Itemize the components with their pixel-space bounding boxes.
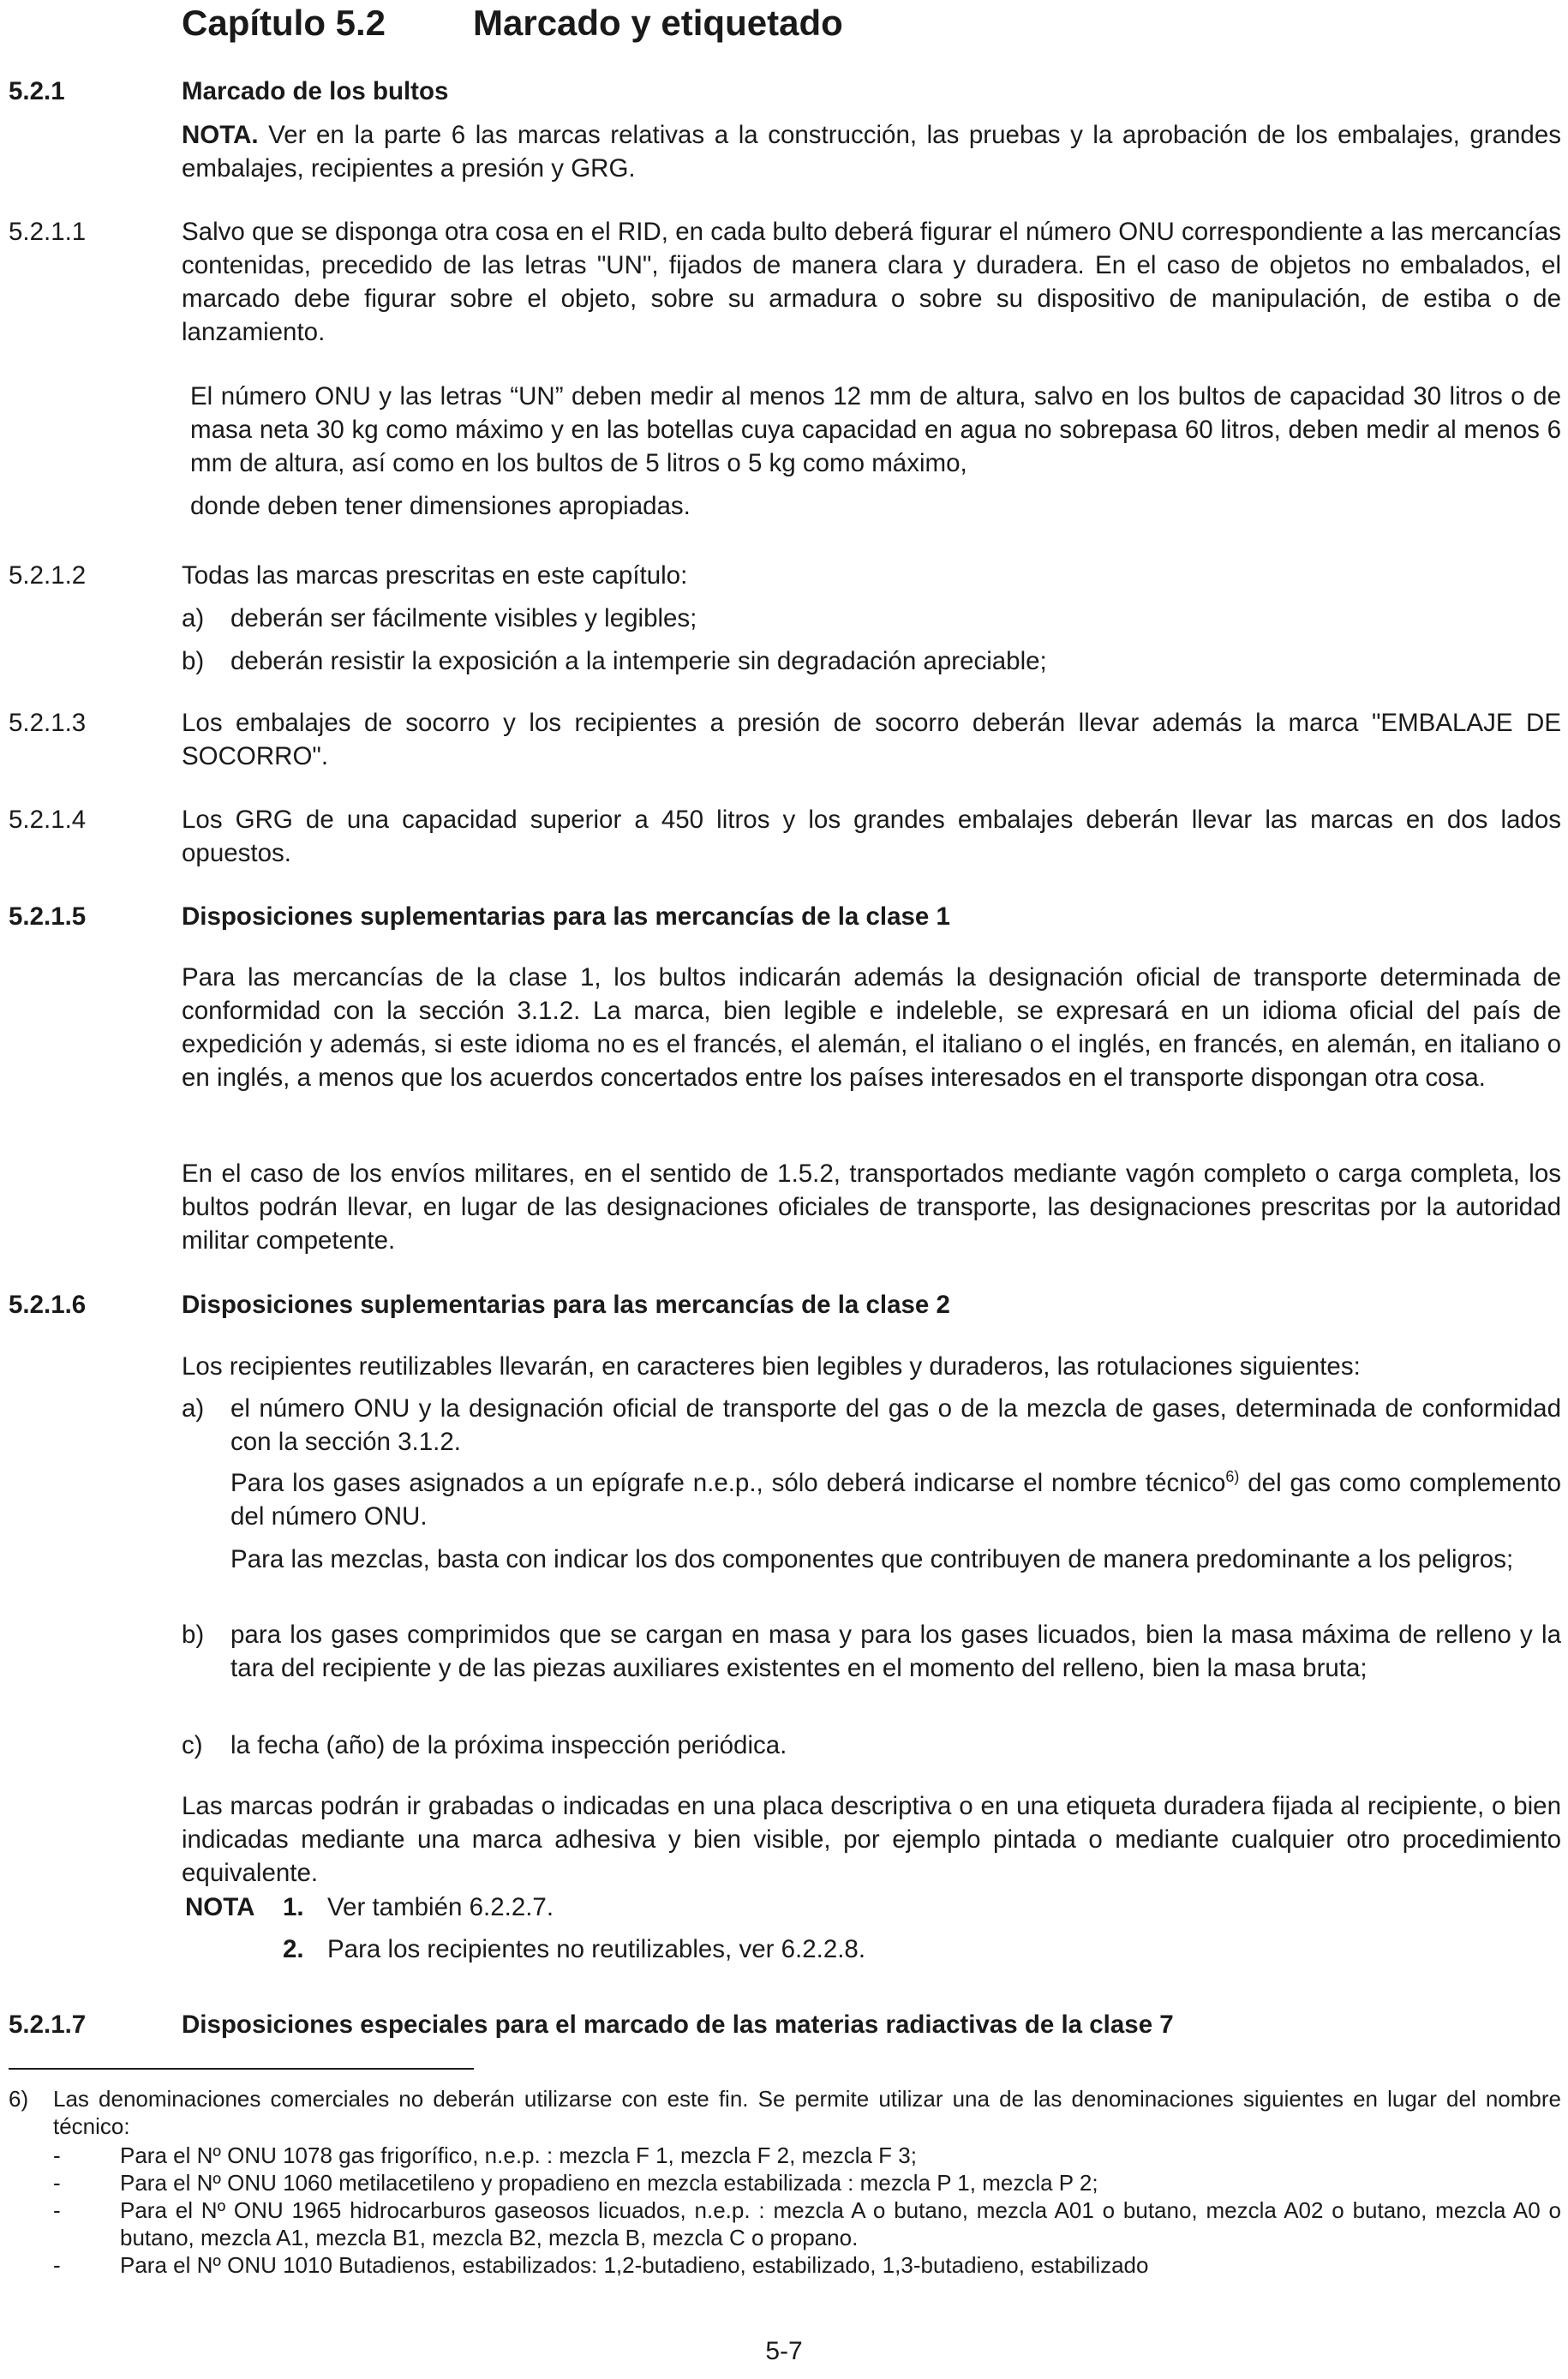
paragraph: Los GRG de una capacidad superior a 450 litros y los grandes embalajes deberán llevar las marcas en dos lados opuestos.	[182, 806, 1561, 867]
text-span: Para los gases asignados a un epígrafe n.e.p., sólo deberá indicarse el nombre técnico	[230, 1469, 1226, 1497]
list-text: deberán ser fácilmente visibles y legibles;	[230, 604, 697, 632]
section-heading: Disposiciones suplementarias para las mercancías de la clase 2	[182, 1291, 950, 1319]
section-number: 5.2.1.3	[9, 709, 87, 737]
paragraph: Las marcas podrán ir grabadas o indicadas en una placa descriptiva o en una etiqueta duradera fijada al recipiente, o bien indicadas mediante una marca adhesiva y bien visible, por ejemplo pintada o mediante cualquier otro procedimiento equivalente.	[182, 1792, 1561, 1887]
note-text: Para los recipientes no reutilizables, ver 6.2.2.8.	[327, 1935, 866, 1963]
section-number: 5.2.1.5	[9, 902, 87, 931]
section-number: 5.2.1.4	[9, 806, 87, 834]
paragraph: Para las mezclas, basta con indicar los dos componentes que contribuyen de manera predominante a los peligros;	[230, 1545, 1514, 1573]
note-label: NOTA.	[182, 121, 259, 149]
list-label: c)	[182, 1731, 203, 1759]
section-number: 5.2.1.6	[9, 1291, 87, 1319]
footnote-dash: -	[53, 2197, 61, 2223]
list-item	[182, 1729, 1561, 1762]
list-item	[182, 644, 1561, 678]
paragraph: El número ONU y las letras “UN” deben medir al menos 12 mm de altura, salvo en los bultos de capacidad 30 litros o de masa neta 30 kg como máximo y en las botellas cuya capacidad en agua no sobrepasa 60 litros, deben medir al menos 6 mm de altura, así como en los bultos de 5 litros o 5 kg como máximo,	[190, 382, 1561, 477]
list-label: a)	[182, 604, 205, 632]
footnote-item: Para el Nº ONU 1010 Butadienos, estabilizados: 1,2-butadieno, estabilizado, 1,3-butadieno, estabilizado	[120, 2252, 1149, 2278]
paragraph: Todas las marcas prescritas en este capítulo:	[182, 561, 688, 590]
paragraph: Los embalajes de socorro y los recipientes a presión de socorro deberán llevar además la marca "EMBALAJE DE SOCORRO".	[182, 709, 1561, 770]
list-text: la fecha (año) de la próxima inspección periódica.	[230, 1731, 787, 1759]
paragraph: Salvo que se disponga otra cosa en el RID, en cada bulto deberá figurar el número ONU correspondiente a las mercancías contenidas, precedido de las letras "UN", fijados de manera clara y duradera. En el caso de objetos no embalados, el marcado debe figurar sobre el objeto, sobre su armadura o sobre su dispositivo de manipulación, de estiba o de lanzamiento.	[182, 218, 1561, 346]
section-number: 5.2.1.2	[9, 561, 87, 590]
list-item	[182, 1392, 1561, 1459]
list-label: b)	[182, 1621, 205, 1649]
note-number: 1.	[283, 1893, 304, 1921]
footnote-dash: -	[53, 2252, 61, 2278]
paragraph	[230, 1466, 1561, 1533]
footnote-mark: 6)	[9, 2086, 29, 2112]
footnote-item: Para el Nº ONU 1060 metilacetileno y propadieno en mezcla estabilizada : mezcla P 1, mezcla P 2;	[120, 2170, 1098, 2196]
footnote-dash: -	[53, 2142, 61, 2168]
section-heading: Marcado de los bultos	[182, 77, 449, 105]
list-text: deberán resistir la exposición a la intemperie sin degradación apreciable;	[230, 647, 1047, 675]
footnote-divider	[9, 2068, 474, 2070]
note-label: NOTA	[185, 1893, 255, 1921]
footnote-text: Las denominaciones comerciales no deberán utilizarse con este fin. Se permite utilizar una de las denominaciones siguientes en lugar del nombre técnico:	[53, 2086, 1561, 2139]
list-item	[182, 1618, 1561, 1685]
text-span: del gas como complemento del número ONU.	[230, 1469, 1562, 1531]
section-number: 5.2.1.7	[9, 2010, 87, 2039]
section-heading: Disposiciones especiales para el marcado de las materias radiactivas de la clase 7	[182, 2010, 1174, 2039]
list-text: para los gases comprimidos que se cargan en masa y para los gases licuados, bien la masa máxima de relleno y la tara del recipiente y de las piezas auxiliares existentes en el momento del relleno, bien la masa bruta;	[230, 1621, 1561, 1682]
paragraph: Los recipientes reutilizables llevarán, en caracteres bien legibles y duraderos, las rotulaciones siguientes:	[182, 1352, 1361, 1381]
footnote-reference: 6)	[1225, 1468, 1240, 1486]
list-label: b)	[182, 647, 205, 675]
chapter-title: Marcado y etiquetado	[473, 3, 843, 43]
note	[182, 118, 1561, 185]
note-number: 2.	[283, 1935, 304, 1963]
chapter-number: Capítulo 5.2	[182, 3, 386, 43]
section-heading: Disposiciones suplementarias para las mercancías de la clase 1	[182, 902, 950, 931]
paragraph-last-line: donde deben tener dimensiones apropiadas.	[190, 492, 691, 520]
section-number: 5.2.1	[9, 77, 65, 105]
list-text: el número ONU y la designación oficial de transporte del gas o de la mezcla de gases, determinada de conformidad con la sección 3.1.2.	[230, 1394, 1561, 1456]
footnote-item: Para el Nº ONU 1965 hidrocarburos gaseosos licuados, n.e.p. : mezcla A o butano, mezcla A01 o butano, mezcla A02 o butano, mezcla A0 o butano, mezcla A1, mezcla B1, mezcla B2, mezcla B, mezcla C o propano.	[120, 2197, 1561, 2250]
page-number: 5-7	[765, 2337, 803, 2365]
section-number: 5.2.1.1	[9, 218, 87, 246]
list-item	[182, 602, 1561, 635]
footnote-item: Para el Nº ONU 1078 gas frigorífico, n.e.p. : mezcla F 1, mezcla F 2, mezcla F 3;	[120, 2142, 917, 2168]
paragraph: Para las mercancías de la clase 1, los bultos indicarán además la designación oficial de transporte determinada de conformidad con la sección 3.1.2. La marca, bien legible e indeleble, se expresará en un idioma oficial del país de expedición y además, si este idioma no es el francés, el alemán, el italiano o el inglés, en francés, en alemán, en italiano o en inglés, a menos que los acuerdos concertados entre los países interesados en el transporte dispongan otra cosa.	[182, 963, 1561, 1092]
note-text: Ver también 6.2.2.7.	[327, 1893, 554, 1921]
list-label: a)	[182, 1394, 205, 1423]
footnote-dash: -	[53, 2170, 61, 2196]
note-text: Ver en la parte 6 las marcas relativas a la construcción, las pruebas y la aprobación de los embalajes, grandes embalajes, recipientes a presión y GRG.	[182, 121, 1561, 183]
paragraph: En el caso de los envíos militares, en el sentido de 1.5.2, transportados mediante vagón completo o carga completa, los bultos podrán llevar, en lugar de las designaciones oficiales de transporte, las designaciones prescritas por la autoridad militar competente.	[182, 1160, 1561, 1255]
